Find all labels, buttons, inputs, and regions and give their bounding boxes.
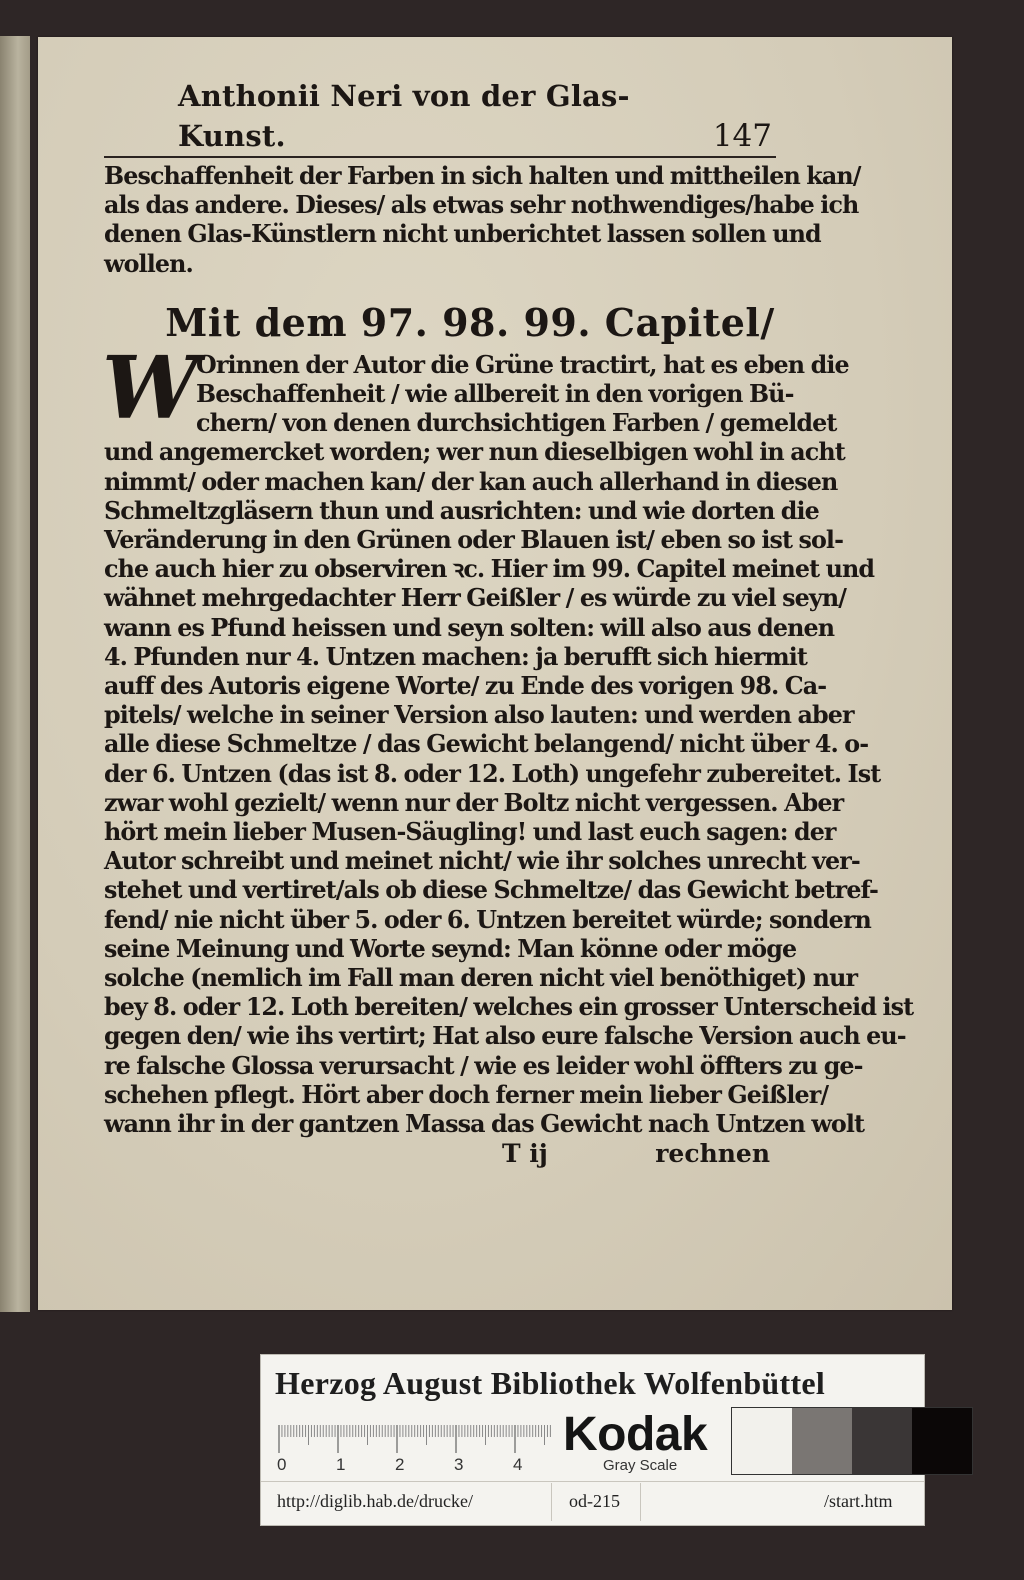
card-divider xyxy=(261,1481,924,1482)
text-line: wann ihr in der gantzen Massa das Gewicht nach Untzen wolt xyxy=(104,1110,865,1139)
swatch-black xyxy=(912,1408,972,1474)
text-line: seine Meinung und Worte seynd: Man könne oder möge xyxy=(104,934,797,963)
text-line: re falsche Glossa verursacht / wie es leider wohl öffters zu ge- xyxy=(104,1051,863,1080)
ruler-number: 3 xyxy=(454,1455,464,1474)
text-line: denen Glas-Künstlern nicht unberichtet lassen sollen und xyxy=(104,220,821,249)
text-line: che auch hier zu observiren ꝛc. Hier im 99. Capitel meinet und xyxy=(104,555,875,584)
body-paragraph xyxy=(102,337,914,1139)
text-line: hört mein lieber Musen-Säugling! und last euch sagen: der xyxy=(104,818,836,847)
text-line: nimmt/ oder machen kan/ der kan auch allerhand in diesen xyxy=(104,467,838,496)
drop-cap: W xyxy=(102,337,198,439)
url-end: /start.htm xyxy=(824,1491,893,1511)
text-line: chern/ von denen durchsichtigen Farben / gemeldet xyxy=(196,409,837,438)
intro-paragraph xyxy=(104,162,861,279)
text-line: bey 8. oder 12. Loth bereiten/ welches ein grosser Unterscheid ist xyxy=(104,993,914,1022)
page-text xyxy=(102,79,914,1169)
text-line: wähnet mehrgedachter Herr Geißler / es würde zu viel seyn/ xyxy=(104,584,847,613)
text-line: und angemercket worden; wer nun dieselbigen wohl in acht xyxy=(104,438,845,467)
ruler-number: 2 xyxy=(395,1455,405,1474)
url-id: od-215 xyxy=(569,1491,620,1511)
swatch-white xyxy=(732,1408,792,1474)
running-head xyxy=(104,79,776,158)
signature-mark: T ij xyxy=(502,1139,548,1169)
page-number: 147 xyxy=(712,118,772,154)
gray-scale-swatches xyxy=(731,1407,973,1475)
text-line: solche (nemlich im Fall man deren nicht viel benöthiget) nur xyxy=(104,964,858,993)
swatch-gray xyxy=(792,1408,852,1474)
text-line: alle diese Schmeltze / das Gewicht belangend/ nicht über 4. o- xyxy=(104,730,869,759)
running-title: Anthonii Neri von der Glas-Kunst. xyxy=(178,79,630,153)
text-line: schehen pflegt. Hört aber doch ferner mein lieber Geißler/ xyxy=(104,1080,829,1109)
swatch-dark xyxy=(852,1408,912,1474)
catchword: rechnen xyxy=(655,1139,770,1169)
text-line: zwar wohl gezielt/ wenn nur der Boltz nicht vergessen. Aber xyxy=(104,788,844,817)
text-line: als das andere. Dieses/ als etwas sehr nothwendiges/habe ich xyxy=(104,191,859,220)
ruler-number: 1 xyxy=(336,1455,346,1474)
text-line: fend/ nie nicht über 5. oder 6. Untzen bereitet würde; sondern xyxy=(104,905,871,934)
previous-page-edge xyxy=(0,36,30,1312)
ruler-scale xyxy=(275,1413,551,1459)
text-line: auff des Autoris eigene Worte/ zu Ende des vorigen 98. Ca- xyxy=(104,672,827,701)
text-line: der 6. Untzen (das ist 8. oder 12. Loth) ungefehr zubereitet. Ist xyxy=(104,759,881,788)
page-footer xyxy=(104,1139,776,1169)
color-target-card xyxy=(260,1354,925,1526)
text-line: stehet und vertiret/als ob diese Schmeltze/ das Gewicht betref- xyxy=(104,876,879,905)
text-line: Beschaffenheit / wie allbereit in den vorigen Bü- xyxy=(196,380,794,409)
ruler-number: 0 xyxy=(277,1455,287,1474)
kodak-logo: Kodak xyxy=(563,1408,708,1461)
text-line: Schmeltzgläsern thun und ausrichten: und wie dorten die xyxy=(104,496,819,525)
text-line: Veränderung in den Grünen oder Blauen ist/ eben so ist sol- xyxy=(104,526,844,555)
text-line: Orinnen der Autor die Grüne tractirt, hat es eben die xyxy=(196,350,849,379)
section-heading: Mit dem 97. 98. 99. Capitel/ xyxy=(165,299,775,345)
gray-scale-label: Gray Scale xyxy=(603,1457,678,1474)
text-line: Autor schreibt und meinet nicht/ wie ihr solches unrecht ver- xyxy=(104,847,860,876)
text-line: gegen den/ wie ihs vertirt; Hat also eure falsche Version auch eu- xyxy=(104,1022,906,1051)
text-line: wann es Pfund heissen und seyn solten: will also aus denen xyxy=(104,613,835,642)
library-name: Herzog August Bibliothek Wolfenbüttel xyxy=(275,1365,826,1401)
text-line: pitels/ welche in seiner Version also lauten: und werden aber xyxy=(104,701,854,730)
text-line: Beschaffenheit der Farben in sich halten und mittheilen kan/ xyxy=(104,162,861,190)
text-line: wollen. xyxy=(104,249,193,278)
text-line: 4. Pfunden nur 4. Untzen machen: ja berufft sich hiermit xyxy=(104,642,807,671)
url-base: http://diglib.hab.de/drucke/ xyxy=(277,1491,473,1511)
ruler-number: 4 xyxy=(513,1455,523,1474)
